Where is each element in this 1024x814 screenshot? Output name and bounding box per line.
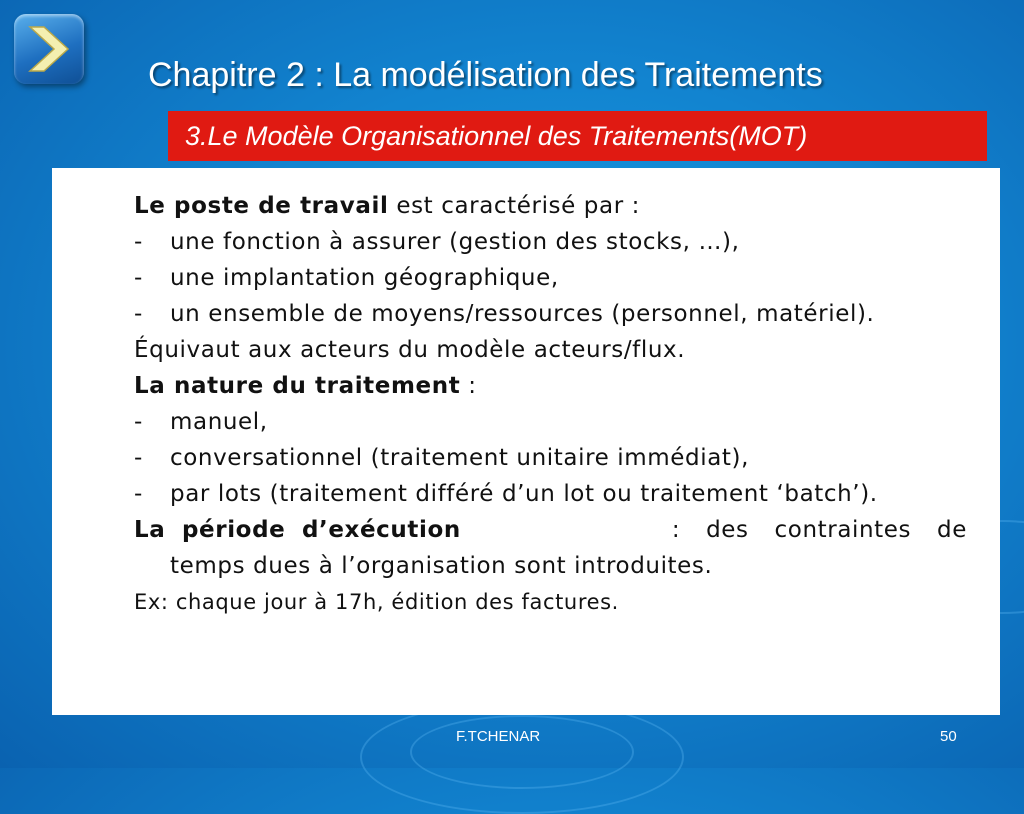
- list-dash: -: [134, 409, 143, 435]
- periode-bold: La période d’exécution: [134, 517, 461, 543]
- list-item: [134, 476, 967, 512]
- periode-line-2: temps dues à l’organisation sont introduites.: [170, 553, 713, 579]
- list-item: [134, 296, 967, 332]
- nature-heading: [134, 368, 967, 404]
- nature-heading-rest: :: [460, 373, 477, 399]
- list-dash: -: [134, 229, 143, 255]
- next-slide-button[interactable]: [14, 14, 84, 84]
- list-dash: -: [134, 301, 143, 327]
- list-item-text: une implantation géographique,: [170, 265, 559, 291]
- poste-heading: [134, 188, 967, 224]
- periode-line-1: [134, 512, 967, 548]
- footer-author: F.TCHENAR: [456, 728, 541, 745]
- list-item: [134, 260, 967, 296]
- example-text: Ex: chaque jour à 17h, édition des factures.: [134, 590, 619, 614]
- content-panel: [52, 168, 1000, 715]
- chevron-right-icon: [14, 14, 84, 84]
- page-number: 50: [940, 728, 957, 745]
- list-item-text: conversationnel (traitement unitaire immédiat),: [170, 445, 750, 471]
- list-dash: -: [134, 445, 143, 471]
- nature-heading-bold: La nature du traitement: [134, 373, 461, 399]
- equivaut-text: Équivaut aux acteurs du modèle acteurs/flux.: [134, 337, 686, 363]
- decorative-ripple: [410, 715, 634, 789]
- poste-heading-bold: Le poste de travail: [134, 193, 389, 219]
- list-item-text: par lots (traitement différé d’un lot ou traitement ‘batch’).: [170, 481, 878, 507]
- periode-rest-line1: : des contraintes de: [671, 517, 967, 543]
- list-dash: -: [134, 481, 143, 507]
- list-item: [134, 440, 967, 476]
- poste-heading-rest: est caractérisé par :: [388, 193, 641, 219]
- list-item: [134, 404, 967, 440]
- slide-title: Chapitre 2 : La modélisation des Traitements: [148, 56, 823, 94]
- list-item-text: un ensemble de moyens/ressources (personnel, matériel).: [170, 301, 875, 327]
- list-dash: -: [134, 265, 143, 291]
- list-item-text: manuel,: [170, 409, 268, 435]
- list-item: [134, 224, 967, 260]
- slide-subtitle: 3.Le Modèle Organisationnel des Traitements(MOT): [168, 111, 987, 161]
- list-item-text: une fonction à assurer (gestion des stocks, …),: [170, 229, 740, 255]
